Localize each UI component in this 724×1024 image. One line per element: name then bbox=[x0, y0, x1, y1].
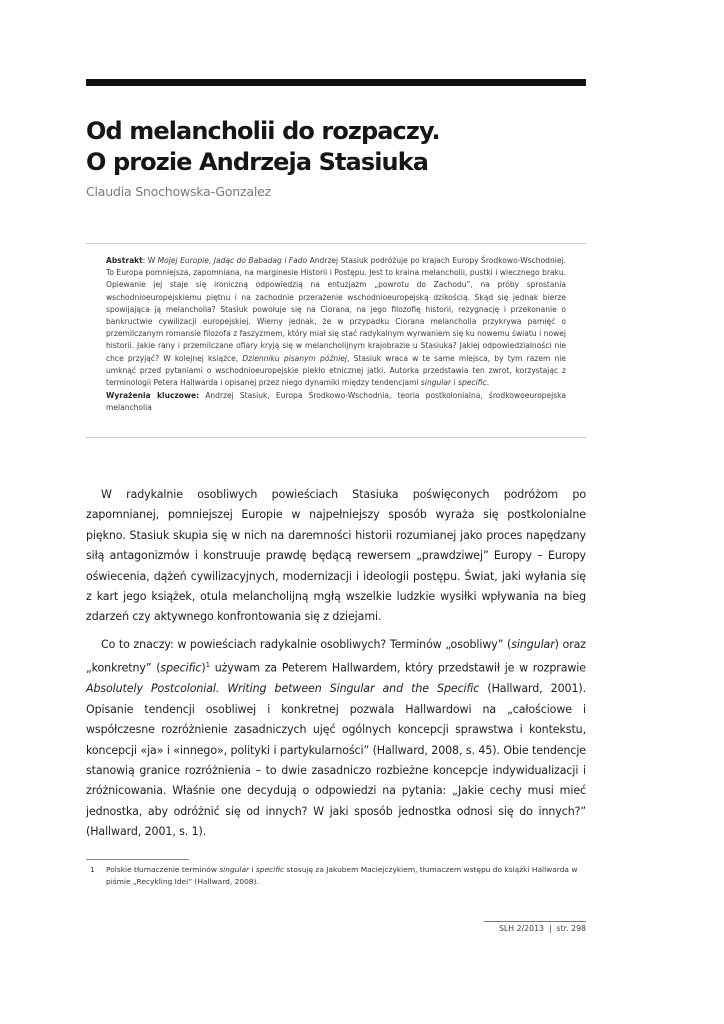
text-seg: ) bbox=[201, 661, 206, 675]
term: specific bbox=[458, 378, 487, 388]
book-title: Absolutely Postcolonial. Writing between Singular and the Specific bbox=[86, 682, 480, 696]
text-seg: Polskie tłumaczenie terminów bbox=[106, 865, 220, 874]
title-line-1: Od melancholii do rozpaczy. bbox=[86, 117, 440, 145]
abstract-bottom-rule bbox=[86, 437, 586, 438]
paragraph-2 bbox=[86, 635, 586, 843]
book-title: Jadąc do Babadag bbox=[213, 256, 282, 265]
keywords-text: Andrzej Stasiuk, Europa Środkowo-Wschodnia, teoria postkolonialna, środkowoeuropejska melancholia bbox=[106, 391, 567, 413]
footnote-number: 1 bbox=[90, 865, 95, 874]
term: singular bbox=[420, 378, 452, 388]
author-name: Claudia Snochowska-Gonzalez bbox=[86, 184, 271, 199]
abstract-text bbox=[106, 255, 566, 389]
article-title bbox=[86, 116, 606, 178]
paragraph-1: W radykalnie osobliwych powieściach Stasiuka poświęconych podróżom po zapomnianej, pomniejszej Europie w najpełniejszy sposób wyraża się postkolonialne piękno. Stasiuk skupia się w nich na daremności historii rozumianej jako proces napędzany siłą antagonizmów i konstruuje prawdę będącą rewersem „prawdziwej” Europy – Europy oświecenia, dążeń cywilizacyjnych, modernizacji i ideologii postępu. Świat, jaki wyłania się z kart jego książek, otula melancholijną mgłą wszelkie ludzkie wysiłki wpływania na bieg zdarzeń czy aktywnego konfrontowania się z dziejami. bbox=[86, 488, 586, 624]
abstract-block bbox=[106, 255, 566, 415]
title-line-2: O prozie Andrzeja Stasiuka bbox=[86, 148, 429, 176]
footnote-ref[interactable]: 1 bbox=[205, 661, 210, 670]
abstract-seg: i bbox=[281, 256, 289, 265]
text-seg: ) oraz „konkretny” ( bbox=[86, 637, 587, 675]
footnote-rule bbox=[86, 859, 189, 860]
book-title: Mojej Europie bbox=[157, 256, 209, 265]
term: singular bbox=[219, 865, 250, 874]
term: specific bbox=[160, 661, 202, 675]
abstract-seg: , Stasiuk wraca w te same miejsca, by tym razem nie umknąć przed pytaniami o wschodnioeuropejskie piekło etnicznej jatki. Autorka przedstawia ten zwrot, korzystając z terminologii Petera Hallwarda i opisanej przez niego dynamiki między tendencjami bbox=[106, 353, 566, 388]
text-seg: używam za Peterem Hallwardem, który przedstawił je w rozprawie bbox=[209, 661, 586, 675]
keywords-label: Wyrażenia kluczowe: bbox=[106, 391, 200, 401]
book-title: Fado bbox=[288, 256, 308, 265]
header-rule bbox=[86, 79, 586, 86]
abstract-seg: : W bbox=[142, 256, 158, 265]
abstract-seg: i bbox=[451, 378, 459, 388]
text-seg: Co to znaczy: w powieściach radykalnie osobliwych? Terminów „osobliwy” ( bbox=[101, 637, 512, 651]
footnote-text bbox=[106, 864, 586, 888]
abstract-seg: Andrzej Stasiuk podróżuje po krajach Europy Środkowo-Wschodniej. To Europa pomniejsza, zapomniana, na marginesie Historii i Postępu. Jest to kraina melancholii, pustki i wiecznego braku. Opiewanie jej staje się ironiczną odpowiedzią na entuzjazm „powrotu do Zachodu”, na próby sprostania wschodnioeuropejskiemu piętnu i na zachodnie przerażenie wschodnioeuropejską dzikością. Skąd się jednak bierze spowijająca ją melancholia? Stasiuk powołuje się na Ciorana, na jego filozofię historii, rezygnację i przekonanie o bankructwie cywilizacji europejskiej. Wiemy jednak, że w przypadku Ciorana melancholia przykrywa pamięć o przemilczanym romansie filozofa z faszyzmem, który miał się stać radykalnym wyrwaniem się ku nowemu światu i nowej historii. Jakie rany i przemilczane ofiary kryją się w melancholijnym krajobrazie u Stasiuka? Jakiej odpowiedzialności nie chce przyjąć? W kolejnej książce, bbox=[106, 256, 566, 363]
term: singular bbox=[511, 637, 555, 651]
abstract-top-rule bbox=[86, 243, 586, 244]
keywords bbox=[106, 390, 566, 414]
abstract-seg: , bbox=[208, 256, 214, 265]
abstract-seg: . bbox=[486, 378, 490, 388]
text-seg: stosuję za Jakubem Maciejczykiem, tłumaczem wstępu do książki Hallwarda w piśmie „Recykling Idei” (Hallward, 2008). bbox=[106, 865, 578, 886]
body-text bbox=[86, 485, 586, 850]
term: specific bbox=[255, 865, 285, 874]
text-seg: i bbox=[249, 865, 256, 874]
footnote bbox=[86, 864, 586, 888]
folio-rule bbox=[484, 921, 586, 922]
text-seg: (Hallward, 2001). Opisanie tendencji osobliwej i konkretnej pozwala Hallwardowi na „całościowe i współczesne rozróżnienie zasadniczych ujęć ogólnych koncepcji sprawstwa i kontekstu, koncepcji «ja» i «innego», polityki i partykularności” (Hallward, 2008, s. 45). Obie tendencje stanowią granice rozróżnienia – to dwie zasadniczo rozbieżne koncepcje indywidualizacji i zróżnicowania. Właśnie one decydują o odpowiedzi na pytania: „Jakie cechy musi mieć jednostka, aby odróżnić się od innych? W jaki sposób jednostka odnosi się do innych?” (Hallward, 2001, s. 1). bbox=[86, 682, 587, 839]
page-folio: SLH 2/2013 | str. 298 bbox=[498, 924, 586, 933]
abstract-label: Abstrakt bbox=[106, 256, 143, 265]
book-title: Dzienniku pisanym później bbox=[242, 353, 348, 363]
